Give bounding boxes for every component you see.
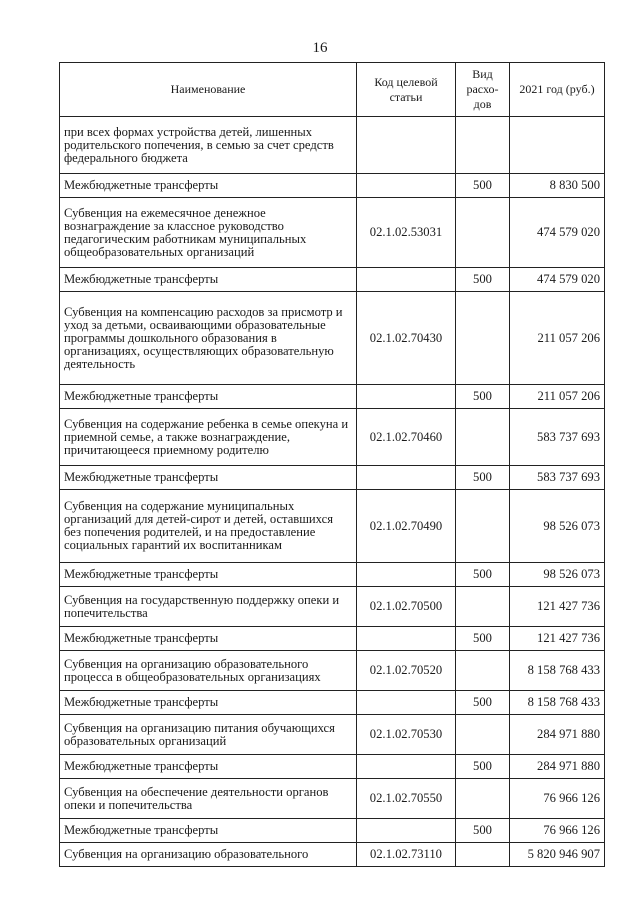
cell-type bbox=[456, 409, 510, 466]
cell-name: Межбюджетные трансферты bbox=[60, 755, 357, 779]
cell-code: 02.1.02.70500 bbox=[357, 587, 456, 627]
cell-code: 02.1.02.70460 bbox=[357, 409, 456, 466]
table-row bbox=[60, 174, 605, 198]
table-row bbox=[60, 292, 605, 385]
cell-code bbox=[357, 385, 456, 409]
cell-amount: 121 427 736 bbox=[510, 627, 605, 651]
table-row bbox=[60, 563, 605, 587]
cell-amount: 211 057 206 bbox=[510, 385, 605, 409]
header-name: Наименование bbox=[60, 63, 357, 117]
cell-name: Субвенция на организацию образовательного процесса в общеобразовательных организациях bbox=[60, 651, 357, 691]
cell-code bbox=[357, 627, 456, 651]
cell-code: 02.1.02.73110 bbox=[357, 843, 456, 867]
cell-code: 02.1.02.70490 bbox=[357, 490, 456, 563]
cell-type bbox=[456, 587, 510, 627]
table-row bbox=[60, 198, 605, 268]
cell-code: 02.1.02.70430 bbox=[357, 292, 456, 385]
cell-type bbox=[456, 651, 510, 691]
cell-type bbox=[456, 779, 510, 819]
table-header-row bbox=[60, 63, 605, 117]
cell-name: Межбюджетные трансферты bbox=[60, 563, 357, 587]
cell-amount: 284 971 880 bbox=[510, 715, 605, 755]
cell-amount: 8 158 768 433 bbox=[510, 651, 605, 691]
table-row bbox=[60, 385, 605, 409]
table-row bbox=[60, 755, 605, 779]
cell-name: Субвенция на государственную поддержку опеки и попечительства bbox=[60, 587, 357, 627]
cell-type bbox=[456, 198, 510, 268]
cell-type: 500 bbox=[456, 174, 510, 198]
cell-type: 500 bbox=[456, 268, 510, 292]
page-number: 16 bbox=[312, 40, 328, 56]
cell-type bbox=[456, 292, 510, 385]
cell-name: Субвенция на ежемесячное денежное вознаграждение за классное руководство педагогическим работникам муниципальных общеобразовательных организаций bbox=[60, 198, 357, 268]
cell-type bbox=[456, 715, 510, 755]
cell-code: 02.1.02.70550 bbox=[357, 779, 456, 819]
cell-name: Субвенция на компенсацию расходов за присмотр и уход за детьми, осваивающими образовательные программы дошкольного образования в организациях, осуществляющих образовательную деятельность bbox=[60, 292, 357, 385]
cell-code: 02.1.02.70530 bbox=[357, 715, 456, 755]
cell-name: Субвенция на организацию образовательного bbox=[60, 843, 357, 867]
cell-code bbox=[357, 174, 456, 198]
table-row bbox=[60, 490, 605, 563]
cell-name: Межбюджетные трансферты bbox=[60, 385, 357, 409]
table-row bbox=[60, 843, 605, 867]
cell-code bbox=[357, 117, 456, 174]
cell-amount: 474 579 020 bbox=[510, 268, 605, 292]
cell-type: 500 bbox=[456, 627, 510, 651]
table-row bbox=[60, 587, 605, 627]
cell-name: Межбюджетные трансферты bbox=[60, 691, 357, 715]
cell-code bbox=[357, 691, 456, 715]
cell-name: Межбюджетные трансферты bbox=[60, 466, 357, 490]
cell-type: 500 bbox=[456, 755, 510, 779]
header-code: Код целевой статьи bbox=[357, 63, 456, 117]
cell-code bbox=[357, 268, 456, 292]
cell-name: Межбюджетные трансферты bbox=[60, 627, 357, 651]
cell-name: Субвенция на содержание муниципальных организаций для детей-сирот и детей, оставшихся без попечения родителей, и на предоставление социальных гарантий их воспитанникам bbox=[60, 490, 357, 563]
cell-amount: 8 158 768 433 bbox=[510, 691, 605, 715]
cell-type bbox=[456, 843, 510, 867]
cell-name: при всех формах устройства детей, лишенных родительского попечения, в семью за счет средств федерального бюджета bbox=[60, 117, 357, 174]
table-row bbox=[60, 715, 605, 755]
cell-name: Межбюджетные трансферты bbox=[60, 174, 357, 198]
cell-code: 02.1.02.53031 bbox=[357, 198, 456, 268]
cell-type: 500 bbox=[456, 563, 510, 587]
cell-amount: 583 737 693 bbox=[510, 409, 605, 466]
cell-amount: 474 579 020 bbox=[510, 198, 605, 268]
cell-type: 500 bbox=[456, 385, 510, 409]
table-row bbox=[60, 466, 605, 490]
budget-table bbox=[59, 62, 605, 867]
cell-name: Субвенция на организацию питания обучающихся образовательных организаций bbox=[60, 715, 357, 755]
table-row bbox=[60, 779, 605, 819]
cell-type: 500 bbox=[456, 691, 510, 715]
cell-code bbox=[357, 563, 456, 587]
cell-code: 02.1.02.70520 bbox=[357, 651, 456, 691]
cell-amount: 121 427 736 bbox=[510, 587, 605, 627]
table-row bbox=[60, 819, 605, 843]
table-row bbox=[60, 409, 605, 466]
cell-amount bbox=[510, 117, 605, 174]
header-year: 2021 год (руб.) bbox=[510, 63, 605, 117]
cell-type bbox=[456, 490, 510, 563]
cell-name: Межбюджетные трансферты bbox=[60, 819, 357, 843]
cell-name: Субвенция на обеспечение деятельности органов опеки и попечительства bbox=[60, 779, 357, 819]
cell-amount: 583 737 693 bbox=[510, 466, 605, 490]
table-row bbox=[60, 268, 605, 292]
cell-amount: 98 526 073 bbox=[510, 490, 605, 563]
cell-type bbox=[456, 117, 510, 174]
cell-type: 500 bbox=[456, 819, 510, 843]
cell-amount: 76 966 126 bbox=[510, 779, 605, 819]
cell-code bbox=[357, 466, 456, 490]
cell-code bbox=[357, 755, 456, 779]
cell-amount: 98 526 073 bbox=[510, 563, 605, 587]
table-row bbox=[60, 117, 605, 174]
cell-amount: 76 966 126 bbox=[510, 819, 605, 843]
header-type: Вид расхо-дов bbox=[456, 63, 510, 117]
cell-name: Субвенция на содержание ребенка в семье опекуна и приемной семье, а также вознаграждение, причитающееся приемному родителю bbox=[60, 409, 357, 466]
table-row bbox=[60, 627, 605, 651]
cell-amount: 284 971 880 bbox=[510, 755, 605, 779]
cell-type: 500 bbox=[456, 466, 510, 490]
table-row bbox=[60, 691, 605, 715]
cell-code bbox=[357, 819, 456, 843]
cell-amount: 8 830 500 bbox=[510, 174, 605, 198]
cell-amount: 211 057 206 bbox=[510, 292, 605, 385]
table-row bbox=[60, 651, 605, 691]
cell-name: Межбюджетные трансферты bbox=[60, 268, 357, 292]
cell-amount: 5 820 946 907 bbox=[510, 843, 605, 867]
